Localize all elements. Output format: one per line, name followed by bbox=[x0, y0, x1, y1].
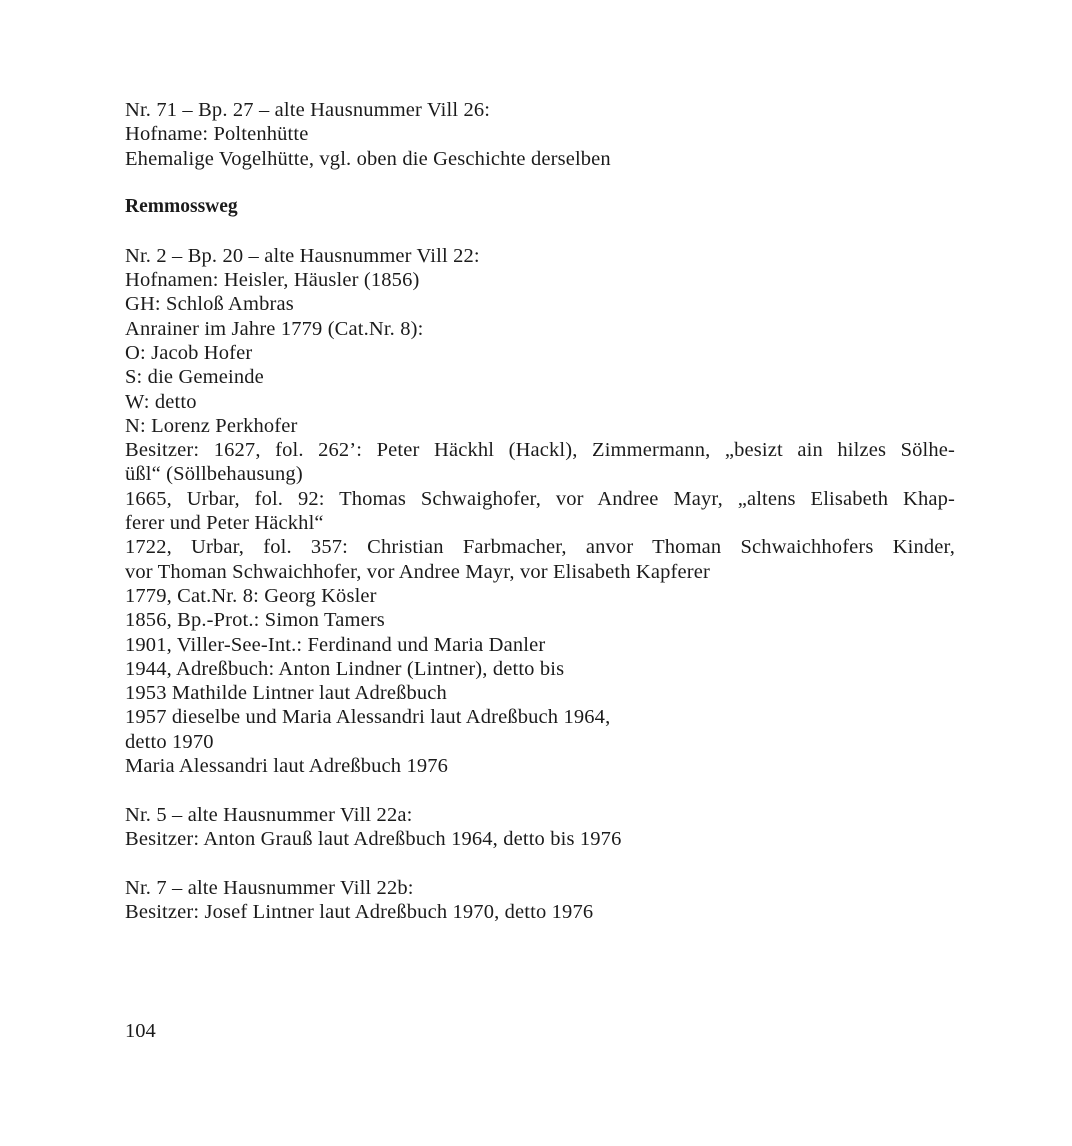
entry-line: Anrainer im Jahre 1779 (Cat.Nr. 8): bbox=[125, 317, 424, 340]
entry-line: Ehemalige Vogelhütte, vgl. oben die Geschichte derselben bbox=[125, 147, 611, 170]
entry-line: Nr. 2 – Bp. 20 – alte Hausnummer Vill 22: bbox=[125, 244, 480, 267]
entry-line: Besitzer: 1627, fol. 262’: Peter Häckhl (Hackl), Zimmermann, „besizt ain hilzes Sölhe- bbox=[125, 439, 955, 462]
entry-line: vor Thoman Schwaichhofer, vor Andree Mayr, vor Elisabeth Kapferer bbox=[125, 560, 710, 583]
entry-line: 1957 dieselbe und Maria Alessandri laut Adreßbuch 1964, bbox=[125, 706, 611, 729]
entry-nr-2 bbox=[125, 244, 955, 779]
entry-line: Hofname: Poltenhütte bbox=[125, 123, 309, 146]
entry-line: Nr. 7 – alte Hausnummer Vill 22b: bbox=[125, 876, 414, 899]
entry-line: 1779, Cat.Nr. 8: Georg Kösler bbox=[125, 584, 377, 607]
entry-line: detto 1970 bbox=[125, 730, 214, 753]
entry-line: Nr. 5 – alte Hausnummer Vill 22a: bbox=[125, 803, 413, 826]
entry-line: Besitzer: Josef Lintner laut Adreßbuch 1970, detto 1976 bbox=[125, 900, 594, 923]
entry-line: Maria Alessandri laut Adreßbuch 1976 bbox=[125, 755, 449, 778]
entry-line: 1953 Mathilde Lintner laut Adreßbuch bbox=[125, 682, 447, 705]
entry-line: 1944, Adreßbuch: Anton Lindner (Lintner), detto bis bbox=[125, 657, 565, 680]
entry-line: O: Jacob Hofer bbox=[125, 341, 253, 364]
entry-line: Nr. 71 – Bp. 27 – alte Hausnummer Vill 26: bbox=[125, 99, 491, 121]
entry-line: N: Lorenz Perkhofer bbox=[125, 414, 298, 437]
entry-line: Hofnamen: Heisler, Häusler (1856) bbox=[125, 269, 420, 292]
entry-line: GH: Schloß Ambras bbox=[125, 293, 294, 316]
entry-line: Besitzer: Anton Grauß laut Adreßbuch 1964, detto bis 1976 bbox=[125, 827, 622, 850]
entry-line: S: die Gemeinde bbox=[125, 366, 264, 389]
entry-line: üßl“ (Söllbehausung) bbox=[125, 463, 303, 486]
page-body bbox=[125, 98, 955, 924]
section-remmossweg bbox=[125, 195, 955, 219]
page-number: 104 bbox=[125, 1020, 156, 1042]
section-heading: Remmossweg bbox=[125, 196, 238, 218]
entry-nr-5 bbox=[125, 803, 955, 852]
entry-line: 1722, Urbar, fol. 357: Christian Farbmacher, anvor Thoman Schwaichhofers Kinder, bbox=[125, 536, 955, 559]
entry-line: 1665, Urbar, fol. 92: Thomas Schwaighofer, vor Andree Mayr, „altens Elisabeth Khap- bbox=[125, 487, 955, 510]
entry-line: 1901, Viller-See-Int.: Ferdinand und Maria Danler bbox=[125, 633, 546, 656]
entry-line: ferer und Peter Häckhl“ bbox=[125, 512, 324, 535]
entry-line: 1856, Bp.-Prot.: Simon Tamers bbox=[125, 609, 385, 632]
entry-nr-71 bbox=[125, 98, 955, 171]
entry-nr-7 bbox=[125, 876, 955, 925]
entry-line: W: detto bbox=[125, 390, 197, 413]
